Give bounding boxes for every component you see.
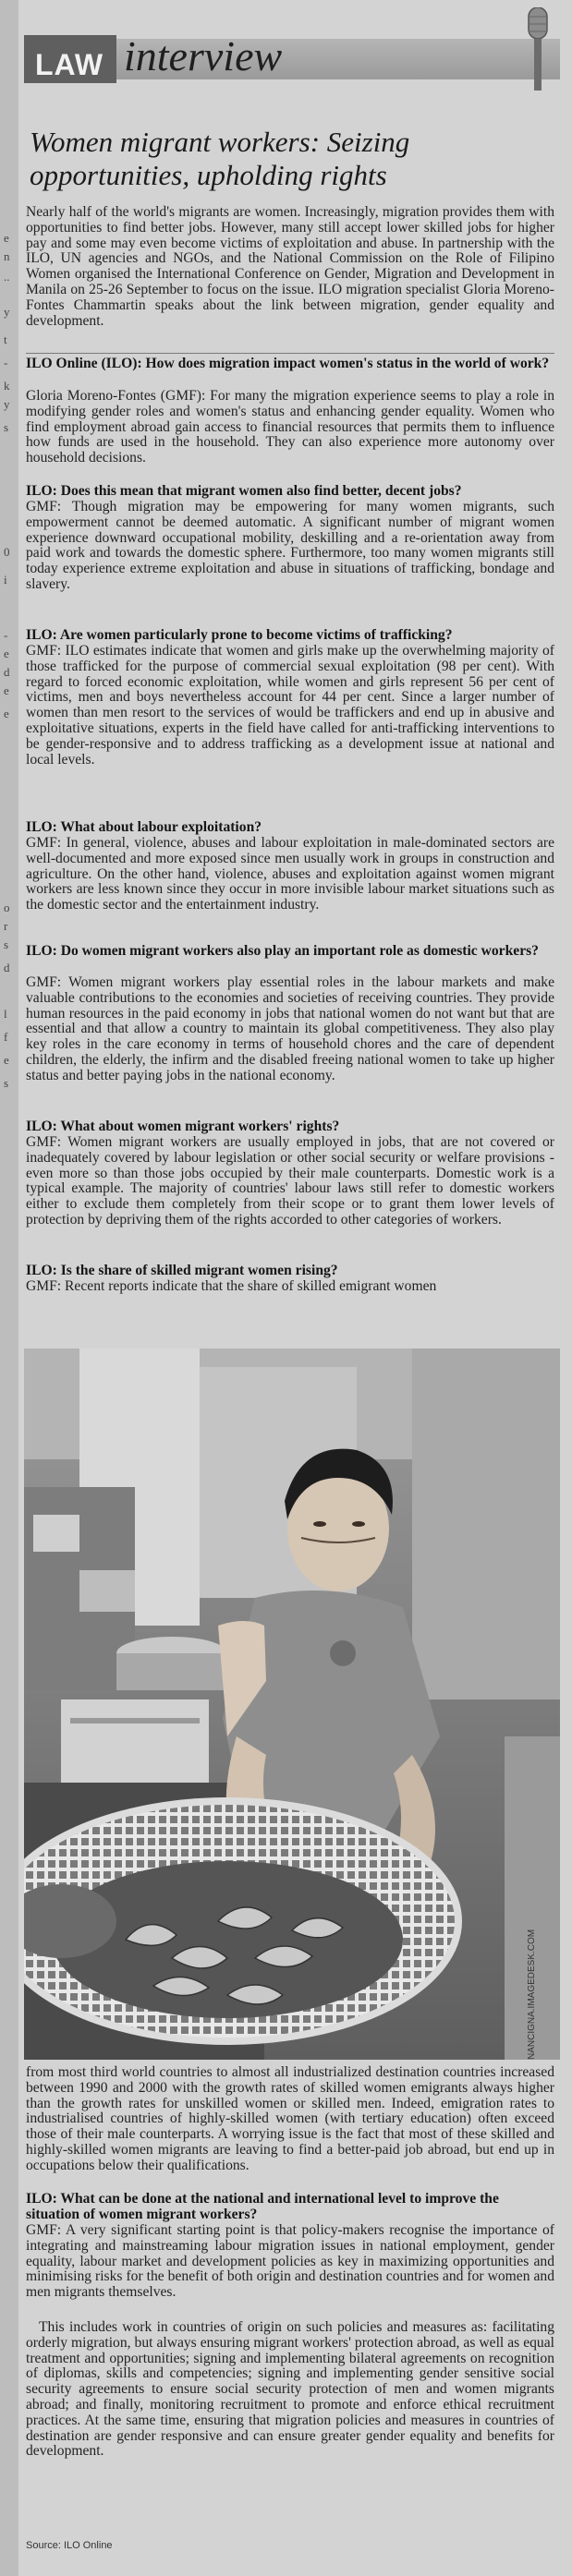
margin-fragment: y bbox=[4, 397, 10, 411]
margin-fragment: s bbox=[4, 420, 9, 434]
margin-fragment: .. bbox=[4, 270, 10, 284]
question: ILO: Do women migrant workers also play an important role as domestic workers? bbox=[26, 943, 539, 959]
margin-fragment: r bbox=[4, 919, 8, 933]
margin-fragment: y bbox=[4, 305, 10, 319]
microphone-icon bbox=[519, 7, 556, 91]
answer-continuation: from most third world countries to almost all industrialized destination countries increased between 1990 and 2000 with the growth rates of skilled women emigrants always higher than the growth rates for unskilled women or skilled men. Indeed, emigration rates to industrialised countries of highly-skilled women (with tertiary education) often exceed those of their male counterparts. A worrying issue is the fact that most of these skilled and highly-skilled women migrants are leaving to find a better-paid job abroad, but end up in occupations below their qualifications. bbox=[26, 2064, 554, 2173]
question: ILO Online (ILO): How does migration impact women's status in the world of work? bbox=[26, 356, 550, 371]
margin-fragment: o bbox=[4, 901, 10, 914]
law-label-box bbox=[24, 35, 116, 83]
article-photo bbox=[24, 1348, 560, 2060]
question: ILO: Does this mean that migrant women also find better, decent jobs? bbox=[26, 483, 462, 499]
margin-fragment: s bbox=[4, 937, 9, 951]
margin-fragment: e bbox=[4, 683, 9, 697]
margin-fragment: s bbox=[4, 1076, 9, 1090]
margin-fragment: e bbox=[4, 1053, 9, 1067]
margin-fragment: 0 bbox=[4, 545, 10, 559]
divider bbox=[26, 353, 554, 354]
source-note: Source: ILO Online bbox=[26, 2540, 113, 2551]
margin-fragment: d bbox=[4, 665, 10, 679]
answer: GMF: Though migration may be empowering for many women migrants, such empowerment cannot be deemed automatic. A significant number of migrant women experience downward occupational mobility, deskilling and a re-orientation away from paid work and towards the domestic sphere. Furthermore, too many women migrants still today experience extreme exploitation and abuse in situations of trafficking, bondage and slavery. bbox=[26, 499, 554, 592]
question: ILO: What can be done at the national and international level to improve the situation of women migrant workers? bbox=[26, 2191, 499, 2222]
margin-fragment: l bbox=[4, 1007, 7, 1021]
subsection-label: interview bbox=[124, 32, 283, 79]
answer: GMF: Women migrant workers are usually employed in jobs, that are not covered or inadequately covered by labour legislation or other social security or welfare provisions - even more so than those jobs occupied by their male counterparts. Domestic work is a typical example. The majority of countries' labour laws still refer to domestic workers either to exclude them completely from their scope or to grant them lower levels of protection by depriving them of the rights accorded to other categories of workers. bbox=[26, 1134, 554, 1228]
question: ILO: What about women migrant workers' rights? bbox=[26, 1119, 340, 1134]
answer: Gloria Moreno-Fontes (GMF): For many the migration experience seems to play a role in modifying gender roles and women's status and enhancing gender equality. Women who find employment abroad gain access to financial resources that permits them to influence how funds are used in the household. They can also experience more autonomy over household decisions. bbox=[26, 388, 554, 466]
margin-fragment: f bbox=[4, 1030, 8, 1044]
article-title: Women migrant workers: Seizing opportunities, upholding rights bbox=[30, 126, 410, 191]
answer: GMF: Women migrant workers play essential roles in the labour markets and make valuable contributions to the economies and societies of receiving countries. They provide human resources in the paid economy in jobs that national women do not want but that are essential and that allow a country to maintain its global competitiveness. They also play key roles in the care economy in terms of household chores and the care of dependent children, the elderly, the infirm and the disabled freeing national women to take up higher status and better paying jobs in the national economy. bbox=[26, 974, 554, 1083]
margin-fragment: i bbox=[4, 573, 7, 587]
photo-credit: NANCIGNA.IMAGEDESK.COM bbox=[527, 1929, 537, 2060]
answer: GMF: A very significant starting point is that policy-makers recognise the importance of integrating and mainstreaming labour migration issues in national employment, gender equality, labour market and development policies as key in maximizing opportunities and minimising risks for the benefit of both origin and destination countries and for women and men migrants themselves. bbox=[26, 2222, 554, 2301]
photo-migrant-worker-with-basket bbox=[24, 1348, 560, 2060]
margin-fragment: e bbox=[4, 647, 9, 660]
section-label: LAW bbox=[35, 48, 104, 81]
margin-fragment: e bbox=[4, 707, 9, 720]
newspaper-page bbox=[18, 0, 572, 2576]
margin-fragment: d bbox=[4, 961, 10, 974]
answer: GMF: Recent reports indicate that the share of skilled emigrant women bbox=[26, 1278, 437, 1294]
answer: GMF: In general, violence, abuses and labour exploitation in male-dominated sectors are well-documented and more exposed since men usually work in groups in construction and agriculture. On the other hand, violence, abuses and exploitation against women migrant workers are less known since they occur in more invisible labour market situations such as the domestic sector and the entertainment industry. bbox=[26, 835, 554, 913]
question: ILO: Are women particularly prone to become victims of trafficking? bbox=[26, 627, 453, 643]
answer: GMF: ILO estimates indicate that women and girls make up the overwhelming majority of those trafficked for the purpose of commercial sexual exploitation (98 per cent). With regard to forced economic exploitation, while women and girls represent 56 per cent of victims, men and boys nevertheless account for 44 per cent. Since a larger number of women than men resort to the services of would be traffickers and end up in abusive and exploitative situations, experts in the field have called for anti-trafficking interventions to be gender-responsive and to address trafficking as a development issue at national and local levels. bbox=[26, 643, 554, 768]
question: ILO: Is the share of skilled migrant women rising? bbox=[26, 1263, 338, 1278]
margin-fragment: - bbox=[4, 356, 8, 369]
section-header bbox=[24, 28, 560, 83]
margin-fragment: t bbox=[4, 333, 7, 346]
question: ILO: What about labour exploitation? bbox=[26, 819, 262, 835]
margin-fragment: - bbox=[4, 628, 8, 642]
margin-fragment: n bbox=[4, 249, 10, 263]
margin-fragment: e bbox=[4, 231, 9, 245]
adjacent-page-edge bbox=[0, 0, 18, 2576]
margin-fragment: k bbox=[4, 379, 10, 393]
answer-paragraph: This includes work in countries of origin on such policies and measures as: facilitating orderly migration, but always ensuring migrant workers' protection abroad, as well as equal treatment and opportunities; signing and implementing bilateral agreements on recognition of diplomas, skills and competencies; signing and implementing gender sensitive social security agreements to ensure social security protection of men and women migrants abroad; and finally, monitoring recruitment to promote and enforce ethical recruitment practices. At the same time, ensuring that migration policies and measures in countries of destination are gender responsive and can ensure greater gender equality and benefits for development. bbox=[26, 2319, 554, 2460]
article-lead: Nearly half of the world's migrants are women. Increasingly, migration provides them with opportunities to find better jobs. However, many still accept lower skilled jobs for higher pay and some may even become victims of exploitation and abuse. In partnership with the ILO, UN agencies and NGOs, and the National Commission on the Role of Filipino Women organised the International Conference on Gender, Migration and Development in Manila on 25-26 September to focus on the issue. ILO migration specialist Gloria Moreno-Fontes Chammartin speaks about the link between migration, gender equality and development. bbox=[26, 204, 554, 329]
